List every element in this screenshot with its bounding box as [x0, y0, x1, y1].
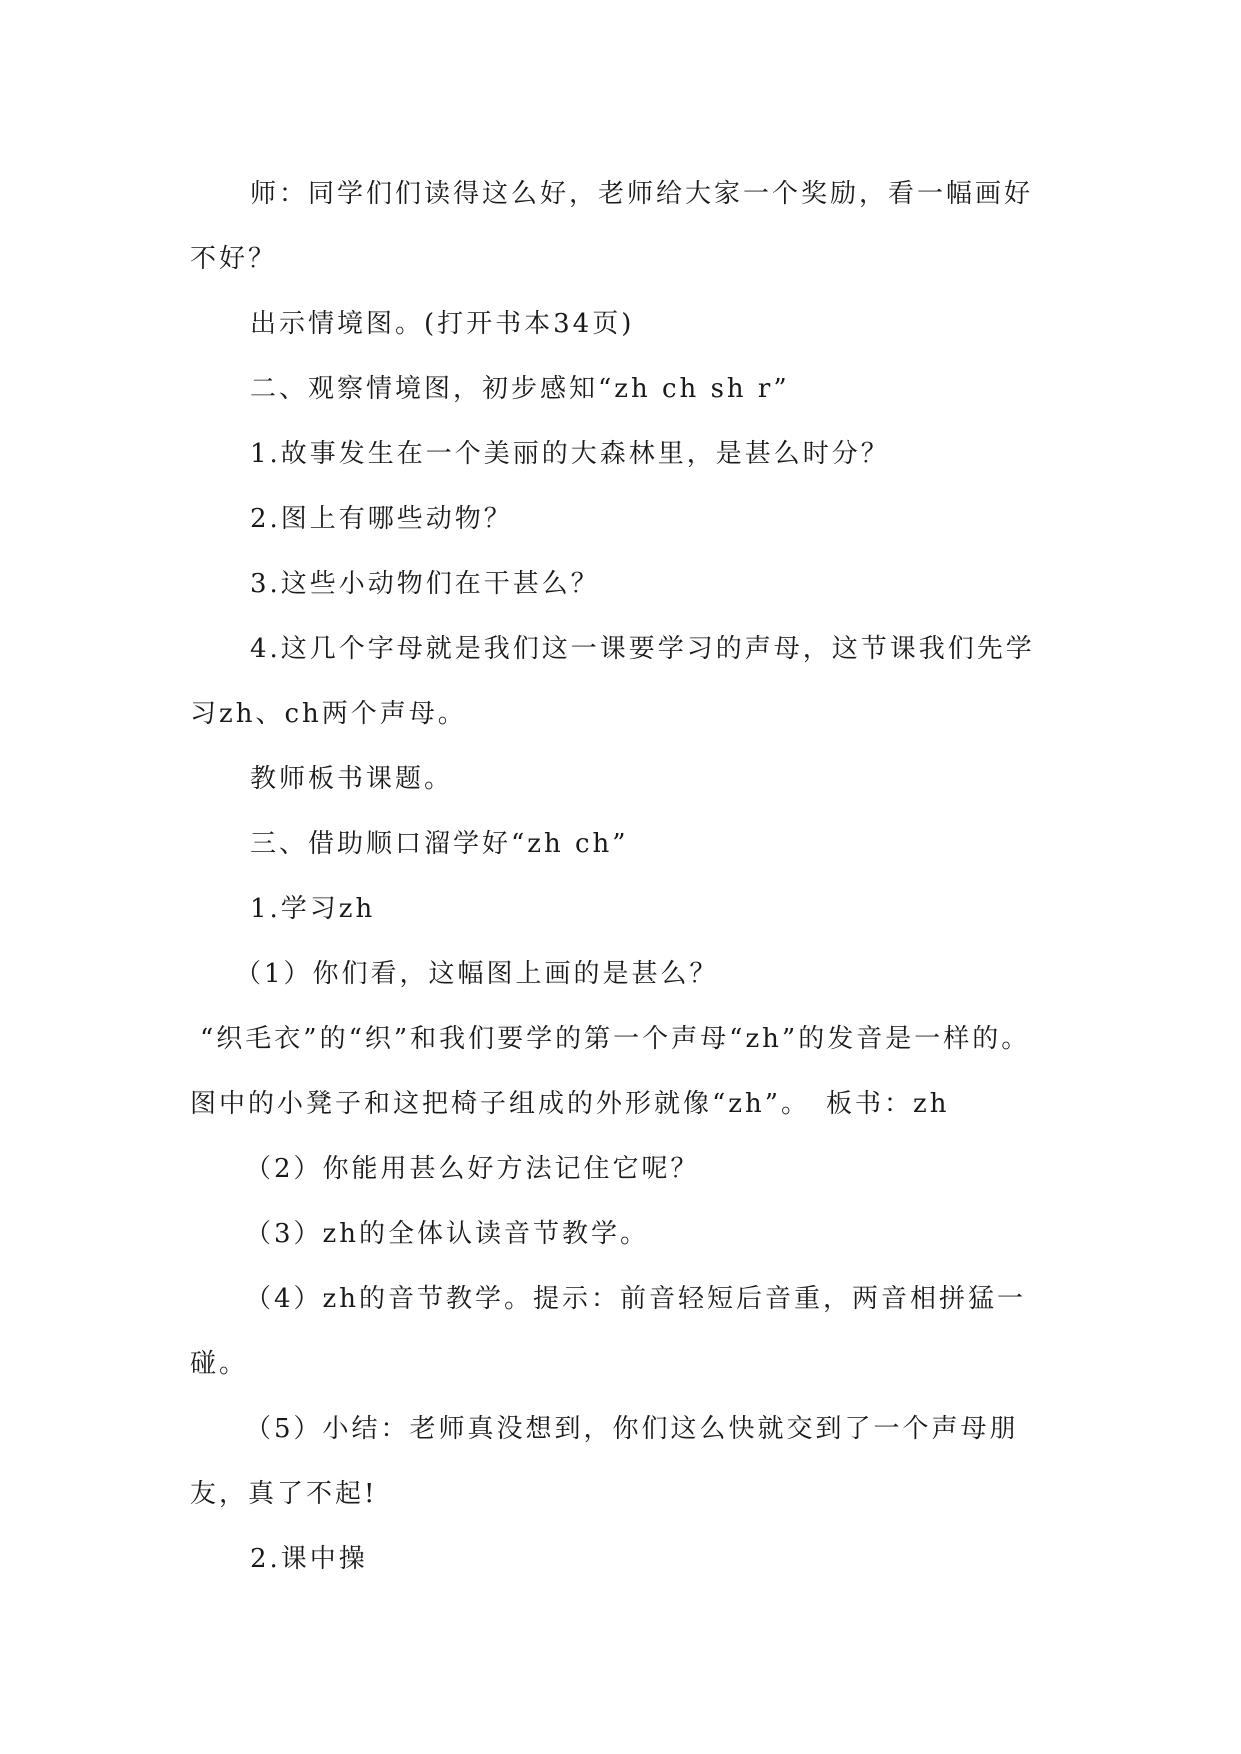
- paragraph-board-title: 教师板书课题。: [250, 764, 454, 794]
- step-5-summary: （5）小结：老师真没想到，你们这么快就交到了一个声母朋友，真了不起!: [190, 1414, 1019, 1509]
- section-heading-rhyme: 三、借助顺口溜学好“zh ch”: [250, 829, 629, 859]
- question-4: 4.这几个字母就是我们这一课要学习的声母，这节课我们先学习zh、ch两个声母。: [190, 634, 1035, 729]
- step-2-question: （2）你能用甚么好方法记住它呢？: [245, 1154, 700, 1184]
- paragraph-knitting-explanation: “织毛衣”的“织”和我们要学的第一个声母“zh”的发音是一样的。图中的小凳子和这把椅子组成的外形就像“zh”。 板书：zh: [190, 1024, 1031, 1119]
- subheading-class-exercise: 2.课中操: [250, 1544, 368, 1574]
- question-3: 3.这些小动物们在干甚么？: [250, 569, 600, 599]
- document-body: [190, 162, 1055, 1592]
- question-1: 1.故事发生在一个美丽的大森林里，是甚么时分？: [250, 439, 890, 469]
- paragraph-show-picture: 出示情境图。(打开书本34页): [250, 309, 635, 339]
- paragraph-teacher-praise: 师：同学们们读得这么好，老师给大家一个奖励，看一幅画好不好？: [190, 179, 1034, 274]
- section-heading-observe: 二、观察情境图，初步感知“zh ch sh r”: [250, 374, 790, 404]
- step-3-syllable: （3）zh的全体认读音节教学。: [245, 1219, 649, 1249]
- step-4-syllable-teaching: （4）zh的音节教学。提示：前音轻短后音重，两音相拼猛一碰。: [190, 1284, 1026, 1379]
- question-2: 2.图上有哪些动物？: [250, 504, 513, 534]
- step-1-question: （1）你们看，这幅图上画的是甚么？: [235, 959, 719, 989]
- subheading-learn-zh: 1.学习zh: [250, 894, 376, 924]
